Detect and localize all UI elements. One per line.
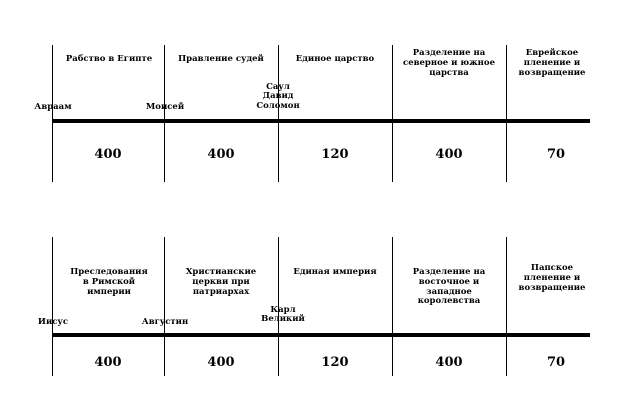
timeline-old-testament [0, 0, 620, 200]
event-label: Иисус [37, 317, 69, 327]
period-label: Единая империя [293, 267, 377, 277]
timeline-axis [52, 333, 590, 337]
period-label: Правление судей [178, 54, 264, 64]
event-label: Августин [141, 317, 189, 327]
duration-value: 400 [94, 147, 122, 162]
duration-value: 400 [435, 147, 463, 162]
duration-value: 70 [546, 147, 566, 162]
duration-value: 120 [321, 355, 349, 370]
duration-value: 70 [546, 355, 566, 370]
period-label: Преследования в Римской империи [70, 267, 148, 297]
event-label: Авраам [34, 102, 72, 112]
period-label: Христианские церкви при патриархах [185, 267, 257, 297]
event-label: Карл Великий [261, 305, 305, 325]
timeline-axis [52, 119, 590, 123]
duration-value: 400 [94, 355, 122, 370]
timeline-church-history [0, 200, 620, 401]
duration-value: 400 [207, 355, 235, 370]
event-label: Моисей [145, 102, 185, 112]
period-label: Разделение на северное и южное царства [403, 48, 495, 78]
period-label: Еврейское пленение и возвращение [518, 48, 586, 78]
duration-value: 400 [435, 355, 463, 370]
duration-value: 400 [207, 147, 235, 162]
duration-value: 120 [321, 147, 349, 162]
period-label: Рабство в Египте [65, 54, 153, 64]
period-label: Папское пленение и возвращение [518, 263, 586, 293]
event-label: Саул Давид Соломон [256, 82, 300, 111]
period-label: Единое царство [295, 54, 375, 64]
period-label: Разделение на восточное и западное королевства [412, 267, 486, 307]
